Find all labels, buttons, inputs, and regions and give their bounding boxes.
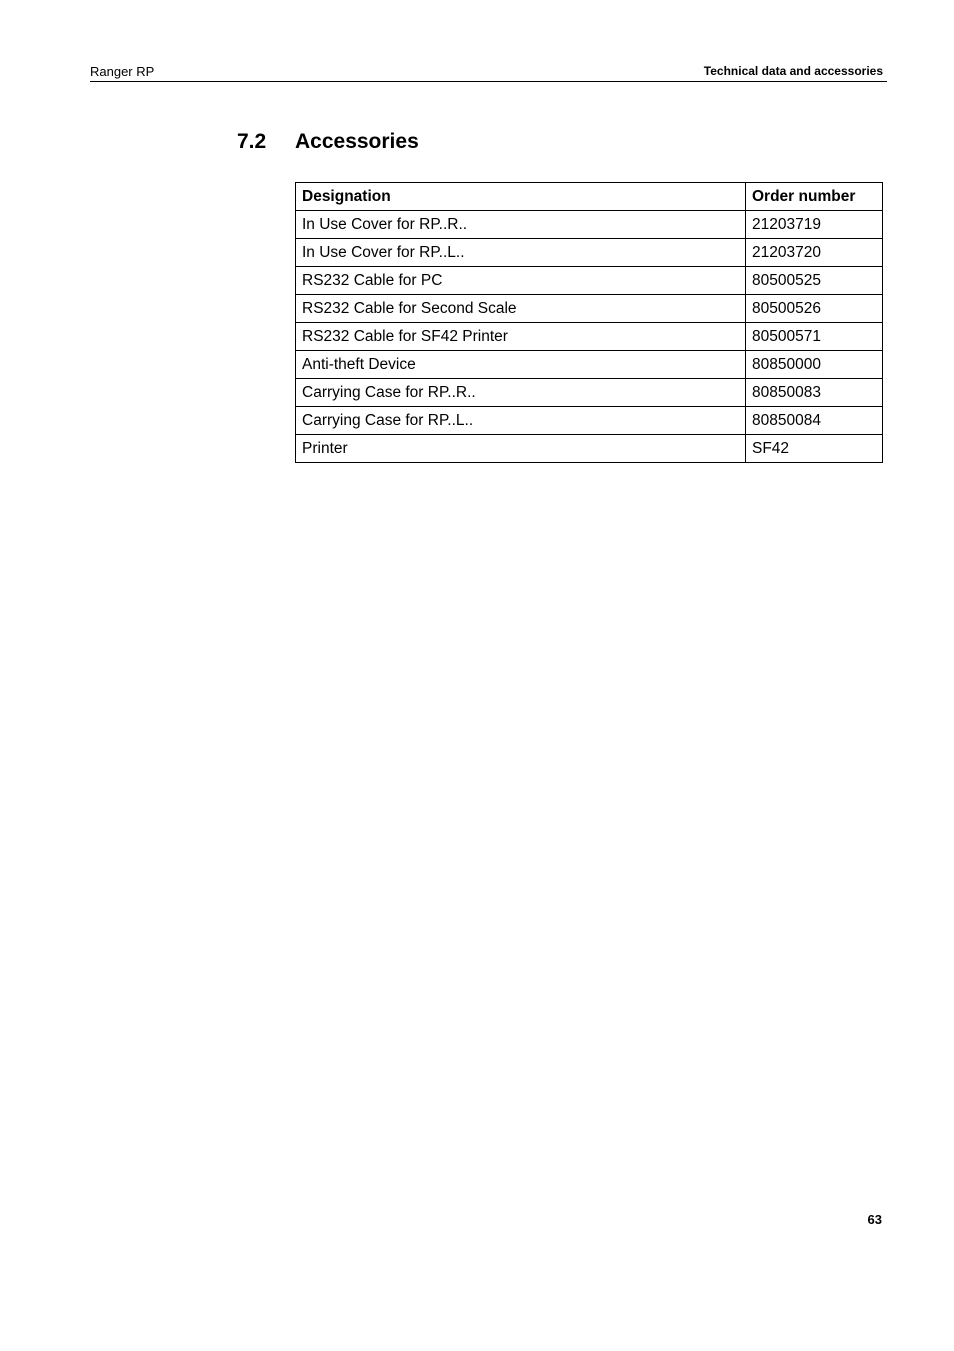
order-number-cell: SF42	[746, 435, 883, 463]
header-divider	[90, 81, 887, 82]
designation-cell: Anti-theft Device	[296, 351, 746, 379]
table-header-row	[296, 183, 883, 211]
order-number-cell: 21203720	[746, 239, 883, 267]
order-number-cell: 80500525	[746, 267, 883, 295]
designation-cell: Carrying Case for RP..R..	[296, 379, 746, 407]
section-title: Accessories	[295, 130, 419, 153]
column-header-order-number: Order number	[746, 183, 883, 211]
page-number: 63	[867, 1212, 882, 1227]
order-number-cell: 80850083	[746, 379, 883, 407]
table-row	[296, 379, 883, 407]
designation-cell: Printer	[296, 435, 746, 463]
table-row	[296, 267, 883, 295]
designation-cell: In Use Cover for RP..L..	[296, 239, 746, 267]
designation-cell: RS232 Cable for Second Scale	[296, 295, 746, 323]
order-number-cell: 21203719	[746, 211, 883, 239]
table-row	[296, 211, 883, 239]
designation-cell: In Use Cover for RP..R..	[296, 211, 746, 239]
running-header-chapter: Technical data and accessories	[703, 64, 883, 78]
designation-cell: RS232 Cable for SF42 Printer	[296, 323, 746, 351]
table-row	[296, 239, 883, 267]
section-number: 7.2	[237, 130, 267, 153]
designation-cell: RS232 Cable for PC	[296, 267, 746, 295]
table-row	[296, 407, 883, 435]
running-header-product: Ranger RP	[90, 64, 155, 79]
order-number-cell: 80850000	[746, 351, 883, 379]
table-row	[296, 351, 883, 379]
table-row	[296, 295, 883, 323]
accessories-table	[295, 182, 883, 463]
designation-cell: Carrying Case for RP..L..	[296, 407, 746, 435]
table-row	[296, 323, 883, 351]
order-number-cell: 80850084	[746, 407, 883, 435]
column-header-designation: Designation	[296, 183, 746, 211]
order-number-cell: 80500571	[746, 323, 883, 351]
table-row	[296, 435, 883, 463]
order-number-cell: 80500526	[746, 295, 883, 323]
